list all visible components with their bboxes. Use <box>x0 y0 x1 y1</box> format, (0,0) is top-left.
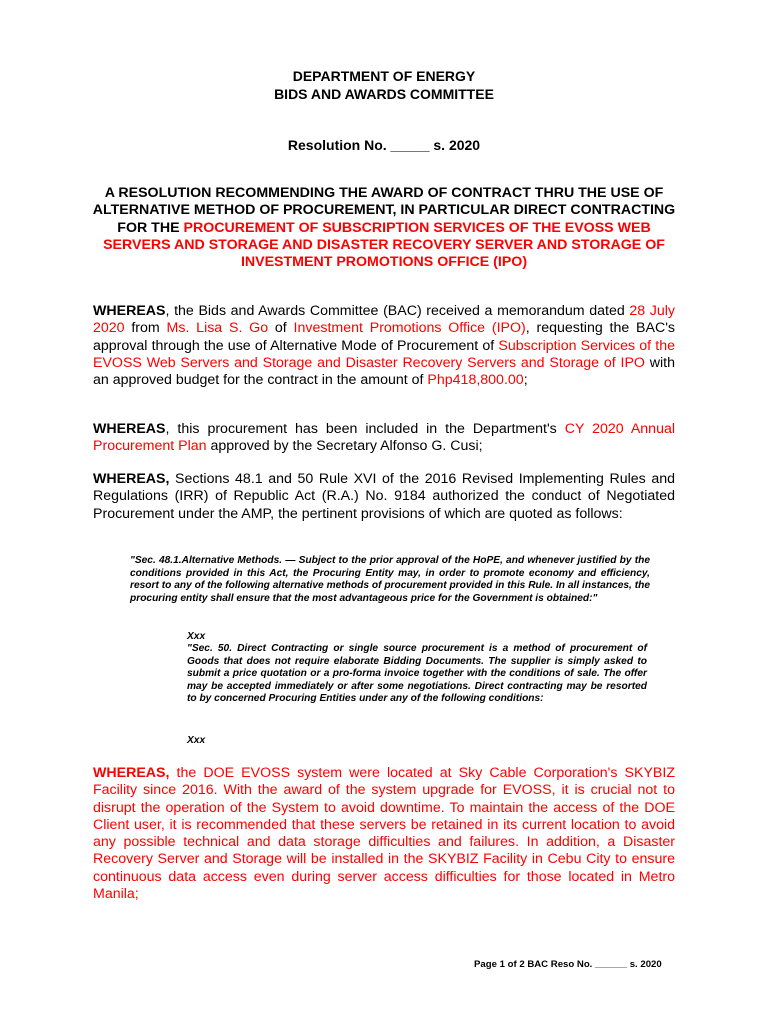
whereas-paragraph-1 <box>93 303 675 389</box>
whereas-keyword: WHEREAS, <box>93 471 170 487</box>
paragraph-text: of <box>268 320 294 337</box>
title-black-text: A RESOLUTION RECOMMENDING THE AWARD OF CONTRACT THRU THE USE OF ALTERNATIVE METHOD OF PROCUREMENT, IN PARTICULAR DIRECT CONTRACTING FOR THE <box>92 185 676 236</box>
paragraph-text: the DOE EVOSS system were located at Sky Cable Corporation's SKYBIZ Facility since 2016. With the award of the system upgrade for EVOSS, it is crucial not to disrupt the operation of the System to avoid downtime. To maintain the access of the DOE Client user, it is recommended that these servers be retained in its current location to avoid any possible technical and data storage difficulties and failures. In addition, a Disaster Recovery Server and Storage will be installed in the SKYBIZ Facility in Cebu City to ensure continuous data access even during server access difficulties for those located in Metro Manila; <box>93 765 675 903</box>
memo-date: 28 July 2020 <box>93 303 675 337</box>
requesting-person: Ms. Lisa S. Go <box>166 320 269 337</box>
omission-marker: Xxx <box>187 631 206 642</box>
quoted-section-48-1: "Sec. 48.1.Alternative Methods. — Subject to the prior approval of the HoPE, and whenever justified by the conditions provided in this Act, the Procuring Entity may, in order to promote economy and efficiency, resort to any of the following alternative methods of procurement provided in this Rule. In all instances, the procuring entity shall ensure that the most advantageous price for the Government is obtained:" <box>130 555 650 604</box>
paragraph-text: , the Bids and Awards Committee (BAC) received a memorandum dated <box>165 303 630 319</box>
whereas-keyword: WHEREAS, <box>93 765 170 781</box>
committee-heading: BIDS AND AWARDS COMMITTEE <box>274 86 494 102</box>
paragraph-text: approved by the Secretary Alfonso G. Cusi; <box>206 438 483 455</box>
title-red-text: PROCUREMENT OF SUBSCRIPTION SERVICES OF THE EVOSS WEB SERVERS AND STORAGE AND DISASTER RECOVERY SERVER AND STORAGE OF INVESTMENT PROMOTIONS OFFICE (IPO) <box>103 219 665 271</box>
requesting-office: Investment Promotions Office (IPO) <box>293 320 526 337</box>
whereas-paragraph-3 <box>93 471 675 523</box>
paragraph-text: , requesting the BAC's approval through the use of Alternative Mode of Procurement of <box>93 320 676 354</box>
paragraph-text: from <box>124 320 167 337</box>
paragraph-text: , this procurement has been included in the Department's <box>165 421 565 437</box>
paragraph-text: Sections 48.1 and 50 Rule XVI of the 2016 Revised Implementing Rules and Regulations (IRR) of Republic Act (R.A.) No. 9184 authorized the conduct of Negotiated Procurement under the AMP, the pertinent provisions of which are quoted as follows: <box>93 471 675 522</box>
procurement-plan: CY 2020 Annual Procurement Plan <box>93 421 676 455</box>
paragraph-text: with an approved budget for the contract in the amount of <box>93 354 675 389</box>
procurement-subject: Subscription Services of the EVOSS Web Servers and Storage and Disaster Recovery Servers and Storage of IPO <box>93 337 675 371</box>
quoted-section-50: "Sec. 50. Direct Contracting or single source procurement is a method of procurement of Goods that does not require elaborate Bidding Documents. The supplier is simply asked to submit a price quotation or a pro-forma invoice together with the conditions of sale. The offer may be accepted immediately or after some negotiations. Direct contracting may be resorted to by concerned Procuring Entities under any of the following conditions: <box>187 643 647 705</box>
whereas-paragraph-2 <box>93 421 675 456</box>
budget-amount: Php418,800.00 <box>427 372 524 389</box>
paragraph-text: ; <box>523 372 528 389</box>
whereas-keyword: WHEREAS <box>93 303 166 319</box>
whereas-paragraph-4 <box>93 765 675 903</box>
resolution-title <box>90 185 678 271</box>
department-heading: DEPARTMENT OF ENERGY <box>292 68 476 84</box>
resolution-number: Resolution No. _____ s. 2020 <box>287 137 481 153</box>
whereas-keyword: WHEREAS <box>93 421 166 437</box>
page-footer: Page 1 of 2 BAC Reso No. ______ s. 2020 <box>474 959 662 970</box>
omission-marker: Xxx <box>187 735 206 746</box>
